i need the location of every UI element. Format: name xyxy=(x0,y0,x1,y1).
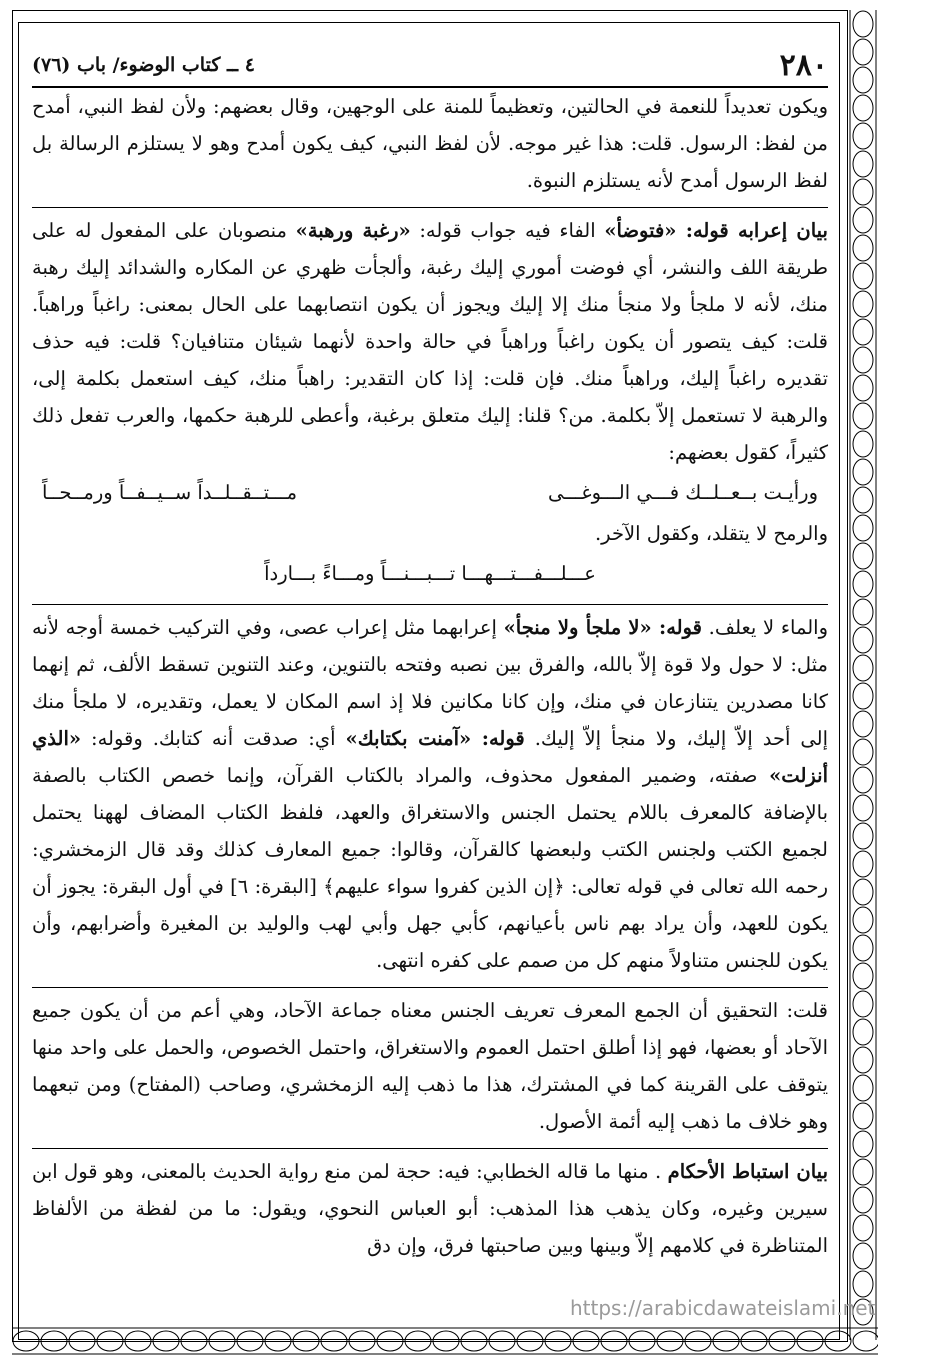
paragraph-5: قلت: التحقيق أن الجمع المعرف تعريف الجنس معناه جماعة الآحاد، وهي أعم من أن يكون جميع الآحاد أو بعضها، فهو إذا أطلق احتمل العموم والاستغراق، واحتمل الخصوص، والحمل على واحد منها يتوقف على القرينة كما في المشترك، هذا ما ذهب إليه الزمخشري، وصاحب (المفتاح) ومن تبعهما وهو خلاف ما ذهب إليه أئمة الأصول. xyxy=(32,987,828,1140)
border-ornament xyxy=(853,1047,873,1073)
border-ornament xyxy=(853,823,873,849)
border-ornament xyxy=(769,1331,795,1351)
border-ornament xyxy=(433,1331,459,1351)
border-ornament xyxy=(853,543,873,569)
border-ornament xyxy=(69,1331,95,1351)
watermark: https://arabicdawateislami.net xyxy=(570,1296,876,1320)
border-ornament xyxy=(853,1159,873,1185)
border-ornament xyxy=(853,1243,873,1269)
border-ornament xyxy=(657,1331,683,1351)
page-number: ٢٨٠ xyxy=(779,47,828,83)
border-ornament xyxy=(853,291,873,317)
paragraph-6: بيان استباط الأحكام . منها ما قاله الخطابي: فيه: حجة لمن منع رواية الحديث بالمعنى، وهو قول ابن سيرين وغيره، وكان يذهب هذا المذهب: أبو العباس النحوي، ويقول: ما من لفظة من الألفاظ المتناظرة في كلامهم إلاّ وبينها وبين صاحبتها فرق، وإن دق xyxy=(32,1148,828,1264)
border-ornament xyxy=(853,1331,878,1351)
page-content xyxy=(32,44,828,1324)
border-ornament xyxy=(321,1331,347,1351)
border-ornament xyxy=(741,1331,767,1351)
decorative-border-bottom xyxy=(12,1326,878,1356)
border-ornament xyxy=(853,1271,873,1297)
border-ornament xyxy=(853,767,873,793)
border-ornament xyxy=(853,123,873,149)
border-ornament xyxy=(853,991,873,1017)
border-ornament xyxy=(853,403,873,429)
border-ornament xyxy=(853,39,873,65)
running-title: ٤ ــ كتاب الوضوء/ باب (٧٦) xyxy=(32,54,255,76)
border-ornament xyxy=(853,851,873,877)
border-ornament xyxy=(181,1331,207,1351)
border-ornament xyxy=(853,11,873,37)
border-ornament xyxy=(853,459,873,485)
border-ornament xyxy=(97,1331,123,1351)
border-ornament xyxy=(853,515,873,541)
border-ornament xyxy=(209,1331,235,1351)
border-ornament xyxy=(853,739,873,765)
border-ornament xyxy=(153,1331,179,1351)
paragraph-1: ويكون تعديداً للنعمة في الحالتين، وتعظيماً للمنة على الوجهين، وقال بعضهم: ولأن لفظ النبي، أمدح من لفظ: الرسول. قلت: هذا غير موجه. لأن لفظ النبي، كيف يكون أمدح وهو لا يستلزم الرسالة بل لفظ الرسول أمدح لأنه يستلزم النبوة. xyxy=(32,95,828,192)
border-ornament xyxy=(853,1103,873,1129)
border-ornament xyxy=(853,907,873,933)
border-ornament xyxy=(517,1331,543,1351)
border-ornament xyxy=(853,879,873,905)
border-ornament xyxy=(853,655,873,681)
border-ornament xyxy=(377,1331,403,1351)
poetry-verse-1: ورأيـت بــعــلــك فـــي الـــوغـــى مـــتــقــلــداً ســيــفــاً ورمــحــاً xyxy=(42,481,818,504)
border-ornament xyxy=(685,1331,711,1351)
paragraph-3: والرمح لا يتقلد، وكقول الآخر. xyxy=(594,522,828,545)
border-ornament xyxy=(265,1331,291,1351)
border-ornament xyxy=(853,1215,873,1241)
border-ornament xyxy=(853,263,873,289)
border-ornament xyxy=(853,207,873,233)
border-ornament xyxy=(125,1331,151,1351)
border-ornament xyxy=(853,179,873,205)
border-ornament xyxy=(853,683,873,709)
border-ornament xyxy=(41,1331,67,1351)
border-ornament xyxy=(853,711,873,737)
border-ornament xyxy=(13,1331,39,1351)
border-ornament xyxy=(853,431,873,457)
border-ornament xyxy=(853,1187,873,1213)
section-heading-ahkam: بيان استباط الأحكام xyxy=(667,1160,828,1183)
border-ornament xyxy=(853,487,873,513)
border-ornament xyxy=(853,599,873,625)
border-ornament xyxy=(349,1331,375,1351)
border-ornament xyxy=(853,627,873,653)
border-ornament xyxy=(853,347,873,373)
section-heading-irab: بيان إعرابه قوله: «فتوضأ» xyxy=(604,219,828,242)
border-ornament xyxy=(853,1019,873,1045)
border-ornament xyxy=(825,1331,851,1351)
border-ornament xyxy=(405,1331,431,1351)
border-ornament xyxy=(853,235,873,261)
border-ornament xyxy=(853,795,873,821)
border-ornament xyxy=(853,95,873,121)
border-ornament xyxy=(853,1075,873,1101)
border-ornament xyxy=(853,67,873,93)
border-ornament xyxy=(853,935,873,961)
border-ornament xyxy=(601,1331,627,1351)
page-header xyxy=(32,44,828,88)
border-ornament xyxy=(797,1331,823,1351)
border-ornament xyxy=(489,1331,515,1351)
border-ornament xyxy=(853,319,873,345)
border-ornament xyxy=(853,571,873,597)
poetry-verse-2: عـــلـــفـــتـــهـــا تـــبـــنـــاً ومـــاءً بـــارداً xyxy=(264,562,596,585)
border-ornament xyxy=(293,1331,319,1351)
border-ornament xyxy=(853,151,873,177)
border-ornament xyxy=(573,1331,599,1351)
paragraph-4: والماء لا يعلف. قوله: «لا ملجأ ولا منجأ» إعرابهما مثل إعراب عصى، وفي التركيب خمسة أوجه لأنه مثل: لا حول ولا قوة إلاّ بالله، والفرق بين نصبه وفتحه بالتنوين، وعند التنوين تسقط الألف، ثم إنهما كانا مصدرين يتنازعان في منك، وإن كانا مكانين فلا إذ اسم المكان لا يعمل، وتقديره، لا ملجأ منك إلى أحد إلاّ إليك، ولا منجأ إلاّ إليك. قوله: «آمنت بكتابك» أي: صدقت أنه كتابك. وقوله: «الذي أنزلت» صفته، وضمير المفعول محذوف، والمراد بالكتاب القرآن، وإنما خصص الكتاب بالصفة بالإضافة كالمعرف باللام يحتمل الجنس والاستغراق والعهد، فلفظ الكتاب المضاف لههنا يحتمل لجميع الكتب ولجنس الكتب ولبعضها كالقرآن، وقالوا: جميع المعارف كذلك وقد قال الزمخشري: رحمه الله تعالى في قوله تعالى: ﴿إن الذين كفروا سواء عليهم﴾ [البقرة: ٦] في أول البقرة: يجوز أن يكون للعهد، وأن يراد بهم ناس بأعيانهم، كأبي جهل وأبي لهب والوليد بن المغيرة وأضرابهم، وأن يكون للجنس متناولاً منهم كل من صمم على كفره انتهى. xyxy=(32,604,828,979)
paragraph-2: بيان إعرابه قوله: «فتوضأ» الفاء فيه جواب قوله: «رغبة ورهبة» منصوبان على المفعول له على طريقة اللف والنشر، أي فوضت أموري إليك رغبة، وألجأت ظهري عن المكاره والشدائد إليك رهبة منك، لأنه لا ملجأ ولا منجأ منك إلا إليك ويجوز أن يكون انتصابهما على الحال بمعنى: راغباً وراهباً. قلت: كيف يتصور أن يكون راغباً وراهباً في حالة واحدة لأنهما شيئان متنافيان؟ قلت: فيه حذف تقديره راغباً إليك، وراهباً منك. فإن قلت: إذا كان التقدير: راهباً منك، كيف استعمل بكلمة إلى، والرهبة لا تستعمل إلاّ بكلمة. من؟ قلنا: إليك متعلق برغبة، وأعطى للرهبة حكمها، والعرب تفعل ذلك كثيراً، كقول بعضهم: xyxy=(32,207,828,471)
decorative-border-right xyxy=(848,10,878,1340)
border-ornament xyxy=(853,375,873,401)
border-ornament xyxy=(545,1331,571,1351)
border-ornament xyxy=(713,1331,739,1351)
border-ornament xyxy=(853,963,873,989)
border-ornament xyxy=(629,1331,655,1351)
border-ornament xyxy=(461,1331,487,1351)
border-ornament xyxy=(237,1331,263,1351)
border-ornament xyxy=(853,1131,873,1157)
